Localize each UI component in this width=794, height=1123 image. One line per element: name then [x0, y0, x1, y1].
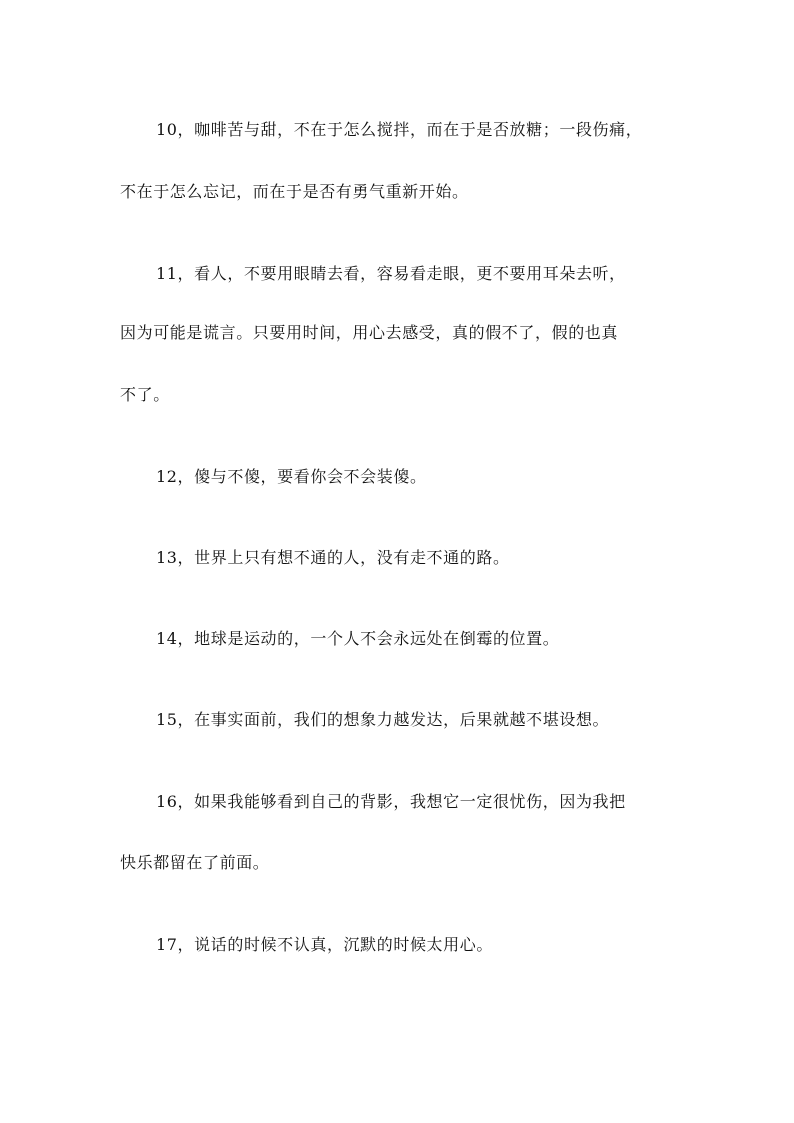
paragraph-10-line-1: 10，咖啡苦与甜，不在于怎么搅拌，而在于是否放糖；一段伤痛， — [156, 120, 643, 139]
paragraph-13-line-1: 13，世界上只有想不通的人，没有走不通的路。 — [156, 548, 510, 567]
paragraph-14-line-1: 14，地球是运动的，一个人不会永远处在倒霉的位置。 — [156, 629, 560, 648]
paragraph-10-line-2: 不在于怎么忘记，而在于是否有勇气重新开始。 — [120, 182, 469, 201]
paragraph-11-line-1: 11，看人，不要用眼睛去看，容易看走眼，更不要用耳朵去听， — [156, 264, 626, 283]
paragraph-16-line-2: 快乐都留在了前面。 — [120, 853, 270, 872]
paragraph-11-line-2: 因为可能是谎言。只要用时间，用心去感受，真的假不了，假的也真 — [120, 323, 619, 342]
paragraph-12-line-1: 12，傻与不傻，要看你会不会装傻。 — [156, 467, 427, 486]
paragraph-11-line-3: 不了。 — [120, 385, 170, 404]
paragraph-16-line-1: 16，如果我能够看到自己的背影，我想它一定很忧伤，因为我把 — [156, 792, 626, 811]
paragraph-17-line-1: 17，说话的时候不认真，沉默的时候太用心。 — [156, 935, 493, 954]
paragraph-15-line-1: 15，在事实面前，我们的想象力越发达，后果就越不堪设想。 — [156, 710, 610, 729]
